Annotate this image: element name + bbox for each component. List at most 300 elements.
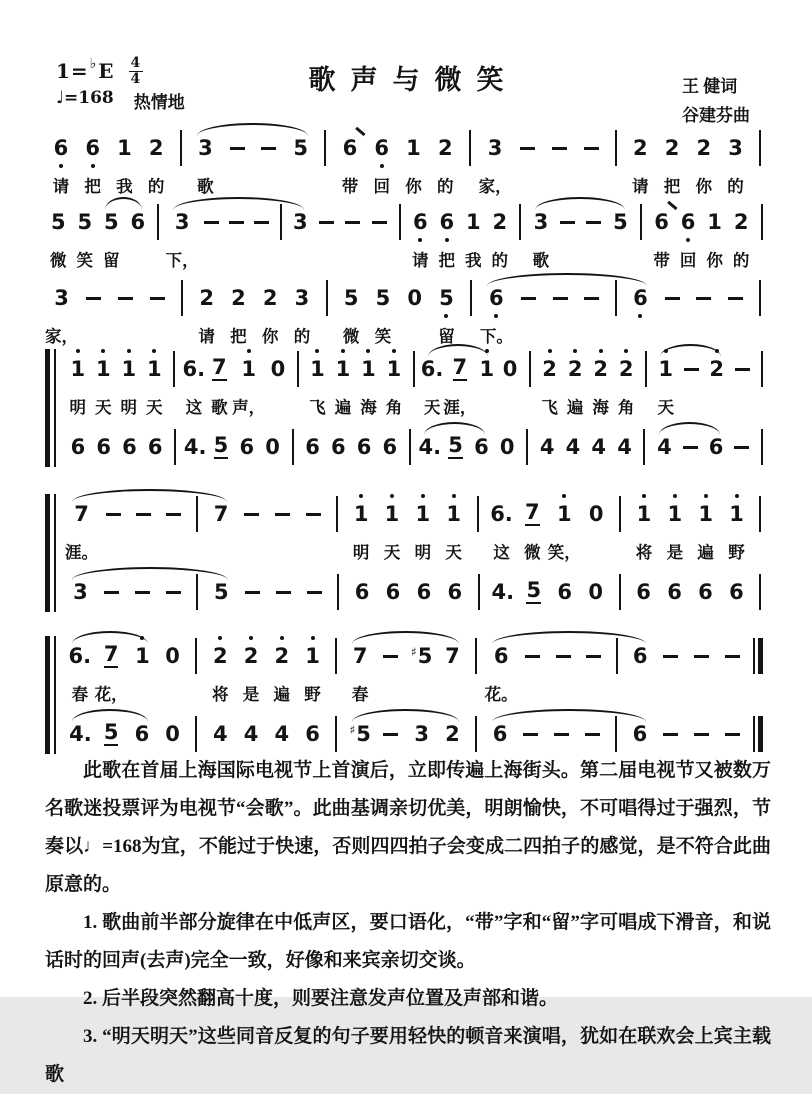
duration-dash [554,733,569,736]
note-glyph-box [414,720,429,748]
barline-cell [608,634,625,707]
duration-dash [150,297,165,300]
note-glyph-box [183,355,206,383]
note-cell [408,570,439,614]
lyric: 天 [657,397,674,417]
note-cell [128,634,158,707]
duration-dash [696,297,711,300]
note-glyph-box [117,134,132,162]
lyric: 遍 [273,684,291,704]
barline-cell [462,276,479,349]
dash-cell [221,126,253,199]
note-glyph: 5 [213,579,229,604]
barline [195,716,197,752]
slur [485,712,656,756]
note-cell [140,126,172,199]
note-glyph-box [665,284,680,312]
note-glyph: 6 [382,434,398,459]
note-glyph-box [326,284,328,312]
duration-dash [307,591,322,594]
note-cell [628,570,659,614]
note-glyph-box [633,284,648,312]
note-glyph-box [274,642,289,670]
sharp-icon: ♯ [410,644,417,659]
note-glyph-box [319,208,334,236]
note-cell [648,200,675,273]
note-glyph: 0 [588,579,603,604]
octave-dot-low [91,164,95,168]
octave-dot-high [548,349,552,353]
dash-cell [686,634,717,707]
note-glyph-box [276,578,291,606]
dash-cell [127,570,158,614]
note-cell [297,712,328,756]
octave-dot-high [562,494,566,498]
note-cell [586,425,612,469]
note-cell [675,200,702,273]
slur [345,634,468,707]
note-glyph: 1 [384,501,400,526]
note-glyph: 1 [146,356,162,381]
barline-cell [392,200,407,273]
octave-dot-high [249,636,253,640]
melody-row [45,276,769,349]
note-cell [300,425,326,469]
note-glyph: 7 [445,643,460,668]
note-glyph-box [586,208,601,236]
note-glyph-box [494,642,509,670]
note-glyph-box [729,578,744,606]
note-glyph: 6 [492,721,508,746]
note-cell [190,126,222,199]
system-brace [45,636,56,754]
dash-cell [717,712,748,756]
note-glyph: 5 [293,135,309,160]
note-cell [431,276,463,349]
note-glyph-box [374,134,389,162]
note-cell [534,425,560,469]
barline-cell [607,126,624,199]
lyric: 请 [412,250,429,270]
note-cell [469,425,495,469]
note-glyph: 1 [117,135,132,160]
note-glyph-box [86,284,101,312]
duration-dash [254,221,269,224]
melody-row [45,200,769,273]
barline-cell [751,126,768,199]
note-glyph: 6 [147,434,163,459]
note-glyph: 6 [96,434,111,459]
note-cell [437,712,468,756]
final-barline [753,638,763,674]
octave-dot-high [101,349,105,353]
sharp-icon: ♯ [349,722,356,737]
note-glyph: 0 [265,434,280,459]
note-cell [330,347,356,420]
lyric: 遍 [697,542,714,562]
note-glyph: 5 [613,209,628,234]
note-glyph-box [734,208,749,236]
duration-dash [166,513,181,516]
note-glyph: 0 [165,721,180,746]
lyric: 野 [728,542,745,562]
note-glyph: 7 [352,643,368,668]
duration-dash [345,221,360,224]
note-glyph-box [503,355,518,383]
note-glyph-box [446,500,461,528]
dash-cell [576,276,608,349]
barline [324,130,326,166]
note-glyph-box [271,355,286,383]
octave-dot-high [76,349,80,353]
note-glyph: 0 [588,501,604,526]
note-glyph-box [104,720,119,748]
note-glyph-box [385,500,400,528]
duration-dash [663,733,678,736]
note-glyph-box [470,284,472,312]
note-glyph-box [135,720,150,748]
note-glyph: 1 [479,356,495,381]
note-glyph: 6 [305,434,320,459]
note-glyph: 3 [292,209,308,234]
note-glyph-box [69,720,92,748]
note-glyph-box [552,134,567,162]
note-glyph-box [477,500,479,528]
barline [529,351,531,387]
note-glyph-box [307,578,322,606]
note-glyph-box [654,208,669,236]
barline [478,574,480,610]
note-glyph-box [593,355,608,383]
duration-dash [523,733,538,736]
note-glyph-box [244,642,259,670]
note-cell [77,126,109,199]
note-glyph: 1 [70,356,86,381]
lyric: 野 [304,684,321,704]
note-glyph: 2 [445,721,460,746]
note-cell [688,126,720,199]
duration-dash [136,513,151,516]
lyric: 把 [438,250,456,270]
note-glyph: 4 [243,721,259,746]
note-glyph-box [759,134,761,162]
barline [399,204,401,240]
note-glyph-box [553,284,568,312]
note-glyph-box [77,208,92,236]
note-glyph: 6 [632,721,648,746]
note-glyph: 1 [95,356,111,381]
lyric: 你 [695,176,713,196]
dash-cell [96,570,127,614]
note-cell [607,200,634,273]
note-cell [417,425,443,469]
dash-cell [546,712,577,756]
note-glyph: 2 [567,356,583,381]
note-glyph-box [526,578,541,606]
octave-dot-low [418,238,422,242]
duration-dash [663,655,678,658]
note-glyph: 4 [591,434,607,459]
barline [470,280,472,316]
note-glyph: 6 [557,579,572,604]
note-cell [205,712,236,756]
dash-cell [366,200,393,273]
barline [469,130,471,166]
note-glyph-box [280,208,282,236]
note-glyph-box [759,284,761,312]
barline [292,429,294,465]
note-cell [166,200,199,273]
note-glyph-box [707,208,722,236]
annotation-item-1: 1. 歌曲前半部分旋律在中低声区，要口语化，“带”字和“留”字可唱成下滑音，和说话时的回声(去声)完全一致，好像和来宾亲切交谈。 [45,912,771,971]
note-glyph-box [761,208,763,236]
lyric: 我 [116,176,133,196]
duration-dash [106,513,121,516]
note-glyph-box [438,134,453,162]
note-glyph: 6 [489,285,504,310]
barline [196,496,198,532]
note-glyph: 1 [135,643,150,668]
note-cell [345,634,376,707]
octave-dot-high [392,349,396,353]
song-title: 歌声与微笑 [308,65,519,95]
note-glyph-box [345,208,360,236]
lyric: 你 [405,176,422,196]
note-glyph-box [540,433,555,461]
octave-dot-high [280,636,284,640]
duet-system-6 [45,634,769,756]
dash-cell [236,492,267,565]
duration-dash [276,591,291,594]
octave-dot-low [445,238,449,242]
lyric: 涯， [443,397,477,417]
barline [173,351,175,387]
key-prefix: 1= [56,59,89,84]
note-glyph-box [353,642,368,670]
lyric: 天 [445,542,462,562]
note-cell [377,425,403,469]
note-glyph-box [759,578,761,606]
note-glyph-box [668,500,683,528]
note-cell [701,200,728,273]
slur [166,200,313,273]
octave-dot-high [642,494,646,498]
note-glyph: 1 [406,135,421,160]
duration-dash [229,221,244,224]
note-cell [407,492,438,565]
note-glyph-box [337,578,339,606]
note-glyph-box [466,208,481,236]
note-glyph: 6. [420,356,444,381]
note-glyph-box [480,355,495,383]
note-glyph: 2 [593,356,608,381]
note-glyph-box [70,355,85,383]
note-glyph-box [135,578,150,606]
lyric: 这 [185,397,203,417]
note-glyph-box [230,134,245,162]
note-glyph-box [165,720,180,748]
note-glyph-box [96,433,111,461]
note-cell [96,712,127,756]
note-cell [406,712,437,756]
note-cell [45,126,77,199]
note-glyph-box [637,500,652,528]
note-glyph: 6. [490,501,513,526]
note-glyph-box [229,208,244,236]
octave-dot-high [315,349,319,353]
barline-cell [407,347,421,420]
octave-dot-low [444,314,448,318]
note-glyph: 1 [658,356,674,381]
note-glyph: 4. [69,721,92,746]
barline [619,574,621,610]
system-brace [45,349,56,467]
note-glyph: 4 [539,434,555,459]
final-barline-cell [748,634,770,707]
note-cell [116,347,142,420]
note-glyph: 7 [525,500,540,524]
note-glyph-box [554,720,569,748]
octave-dot-high [152,349,156,353]
note-glyph-box [761,355,763,383]
duration-dash [525,655,540,658]
note-glyph: 3 [294,285,310,310]
system-voices [65,347,769,469]
note-glyph: 6 [239,434,255,459]
barline-cell [317,126,334,199]
note-glyph-box [645,355,647,383]
note-glyph: 6 [53,135,69,160]
note-glyph-box [615,720,617,748]
note-glyph-box [213,642,228,670]
note-cell [207,347,233,420]
dash-cell [224,200,249,273]
note-glyph-box [521,284,536,312]
dash-cell [237,570,268,614]
lyric: 带 [341,176,359,196]
note-glyph: 6 [130,209,146,234]
note-cell [65,712,96,756]
lyric: 天 [423,397,441,417]
note-glyph: 1 [556,501,572,526]
note-glyph: 6 [134,721,150,746]
note-glyph: 6 [70,434,86,459]
note-glyph: 3 [73,579,88,604]
note-cell [286,276,318,349]
dash-cell [717,634,748,707]
dash-cell [199,200,224,273]
barline [759,496,761,532]
barline [297,351,299,387]
note-glyph-box [305,720,320,748]
lyric: 笑， [547,542,581,562]
note-glyph-box [413,208,428,236]
note-glyph: 6 [416,579,432,604]
note-glyph-box [525,642,540,670]
dash-cell [376,634,407,707]
barline [336,496,338,532]
dash-cell [548,634,578,707]
note-cell [624,126,656,199]
barline-cell [329,492,346,565]
barline-cell [189,570,206,614]
note-cell [487,200,514,273]
note-glyph-box [386,578,401,606]
note-glyph-box [665,134,680,162]
note-cell [142,425,168,469]
note-glyph-box [445,720,460,748]
note-glyph: 6 [330,434,346,459]
note-glyph-box [349,720,370,748]
barline-cell [634,200,649,273]
lyric: 天 [383,542,401,562]
note-glyph: 5 [343,285,359,310]
barline [615,280,617,316]
note-glyph: 5 [439,285,454,310]
lyric: 飞 [309,397,326,417]
lyric: 将 [212,684,229,704]
note-glyph: 6. [182,356,206,381]
lyric: 笑 [374,326,392,346]
note-glyph: 2 [542,356,557,381]
note-glyph: 0 [270,356,286,381]
note-glyph-box [556,642,571,670]
note-glyph-box [335,642,337,670]
note-glyph-box [324,134,326,162]
note-glyph-box [725,642,740,670]
note-glyph-box [383,642,398,670]
note-glyph-box [241,355,256,383]
note-glyph: 6 [680,209,696,234]
note-cell [345,712,376,756]
note-glyph: 3 [414,721,429,746]
note-glyph-box [297,355,299,383]
note-glyph: 6 [374,135,390,160]
note-glyph-box [709,355,724,383]
dash-cell [159,492,189,565]
note-glyph: 0 [407,285,423,310]
note-glyph-box [195,720,197,748]
note-glyph: 2 [437,135,453,160]
note-glyph-box [729,500,744,528]
lyric: 春 [351,684,369,704]
note-glyph-box [588,578,603,606]
lyric: 春 [71,684,89,704]
note-glyph: 2 [733,209,749,234]
note-glyph-box [684,355,699,383]
barline [761,351,763,387]
dash-cell [158,570,189,614]
note-glyph: 4 [212,721,228,746]
note-glyph: 0 [502,356,518,381]
note-glyph: 3 [728,135,743,160]
note-glyph: 6 [474,434,489,459]
barline [761,429,763,465]
lyric: 下， [165,250,199,270]
note-glyph-box [150,284,165,312]
note-glyph-box [421,355,444,383]
lyric: 声， [232,397,266,417]
duration-dash [683,446,698,449]
note-glyph-box [526,433,528,461]
lyric: 是 [242,684,260,704]
note-glyph-box [355,578,370,606]
note-glyph: 1 [698,501,713,526]
lyric: 海 [592,397,609,417]
note-cell [625,634,655,707]
note-glyph: 3 [533,209,549,234]
note-glyph-box [239,433,254,461]
